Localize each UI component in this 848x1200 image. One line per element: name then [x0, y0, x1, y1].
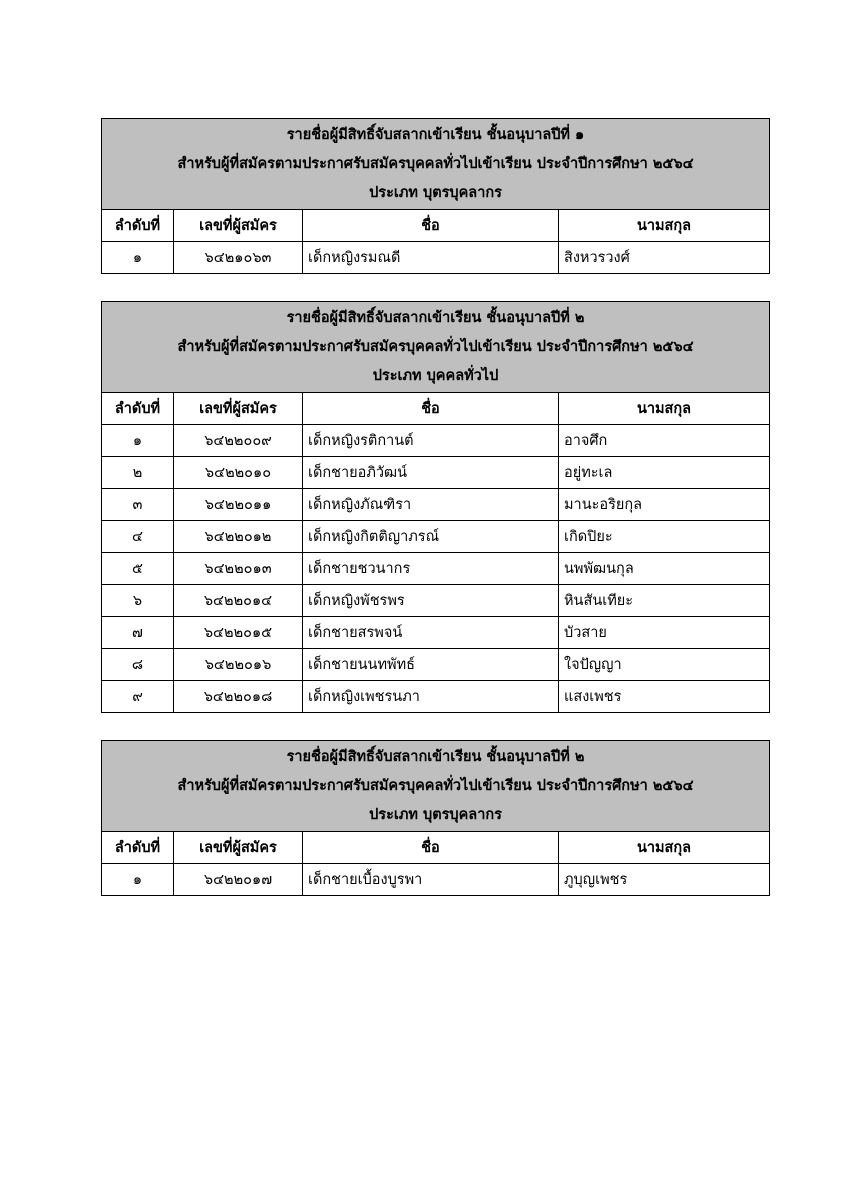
applicant-table-kindergarten-1-staff-children [101, 118, 770, 274]
cell-first-name: เด็กชายชวนากร [303, 553, 559, 585]
column-header-row [102, 393, 770, 425]
cell-applicant-number: ๖๔๒๒๐๐๙ [174, 425, 303, 457]
cell-last-name: อยู่ทะเล [559, 457, 770, 489]
table-title [102, 741, 770, 832]
cell-applicant-number: ๖๔๒๒๐๑๗ [174, 864, 303, 896]
table-row [102, 585, 770, 617]
column-header-order: ลำดับที่ [102, 393, 174, 425]
table-title [102, 119, 770, 210]
column-header-last-name: นามสกุล [559, 832, 770, 864]
cell-last-name: นพพัฒนกุล [559, 553, 770, 585]
title-line-heading: รายชื่อผู้มีสิทธิ์จับสลากเข้าเรียน ชั้นอนุบาลปีที่ ๒ [286, 309, 585, 326]
column-header-first-name: ชื่อ [303, 393, 559, 425]
cell-applicant-number: ๖๔๒๒๐๑๕ [174, 617, 303, 649]
title-line-category: ประเภท บุตรบุคลากร [369, 806, 502, 823]
column-header-row [102, 210, 770, 242]
cell-last-name: บัวสาย [559, 617, 770, 649]
cell-last-name: สิงหวรวงศ์ [559, 242, 770, 274]
cell-first-name: เด็กหญิงรมณดี [303, 242, 559, 274]
column-header-applicant-number: เลขที่ผู้สมัคร [174, 832, 303, 864]
cell-first-name: เด็กหญิงกิตติญาภรณ์ [303, 521, 559, 553]
table-row [102, 457, 770, 489]
table-row [102, 617, 770, 649]
column-header-first-name: ชื่อ [303, 832, 559, 864]
cell-applicant-number: ๖๔๒๒๐๑๑ [174, 489, 303, 521]
cell-order: ๖ [102, 585, 174, 617]
cell-applicant-number: ๖๔๒๑๐๖๓ [174, 242, 303, 274]
title-line-category: ประเภท บุคคลทั่วไป [372, 367, 499, 384]
cell-first-name: เด็กหญิงภัณฑิรา [303, 489, 559, 521]
cell-last-name: หินสันเทียะ [559, 585, 770, 617]
cell-order: ๑ [102, 242, 174, 274]
cell-first-name: เด็กหญิงพัชรพร [303, 585, 559, 617]
column-header-last-name: นามสกุล [559, 393, 770, 425]
cell-last-name: แสงเพชร [559, 681, 770, 713]
table-row [102, 425, 770, 457]
column-header-order: ลำดับที่ [102, 832, 174, 864]
column-header-applicant-number: เลขที่ผู้สมัคร [174, 393, 303, 425]
table-row [102, 521, 770, 553]
cell-last-name: ใจปัญญา [559, 649, 770, 681]
cell-applicant-number: ๖๔๒๒๐๑๒ [174, 521, 303, 553]
cell-last-name: เกิดปิยะ [559, 521, 770, 553]
applicant-table-kindergarten-2-staff-children [101, 740, 770, 896]
cell-first-name: เด็กหญิงรติกานต์ [303, 425, 559, 457]
title-line-category: ประเภท บุตรบุคลากร [369, 184, 502, 201]
cell-first-name: เด็กชายเบื้องบูรพา [303, 864, 559, 896]
title-line-announcement: สำหรับผู้ที่สมัครตามประกาศรับสมัครบุคคลทั่วไปเข้าเรียน ประจำปีการศึกษา ๒๕๖๔ [177, 777, 694, 794]
title-line-heading: รายชื่อผู้มีสิทธิ์จับสลากเข้าเรียน ชั้นอนุบาลปีที่ ๒ [286, 748, 585, 765]
cell-last-name: มานะอริยกุล [559, 489, 770, 521]
cell-order: ๗ [102, 617, 174, 649]
title-line-announcement: สำหรับผู้ที่สมัครตามประกาศรับสมัครบุคคลทั่วไปเข้าเรียน ประจำปีการศึกษา ๒๕๖๔ [177, 155, 694, 172]
table-title-row [102, 741, 770, 832]
cell-order: ๓ [102, 489, 174, 521]
cell-order: ๑ [102, 425, 174, 457]
applicant-table-kindergarten-2-general [101, 301, 770, 713]
column-header-row [102, 832, 770, 864]
cell-order: ๘ [102, 649, 174, 681]
cell-order: ๑ [102, 864, 174, 896]
column-header-applicant-number: เลขที่ผู้สมัคร [174, 210, 303, 242]
cell-last-name: ภูบุญเพชร [559, 864, 770, 896]
cell-first-name: เด็กหญิงเพชรนภา [303, 681, 559, 713]
table-title [102, 302, 770, 393]
cell-first-name: เด็กชายอภิวัฒน์ [303, 457, 559, 489]
table-row [102, 681, 770, 713]
table-row [102, 242, 770, 274]
cell-order: ๔ [102, 521, 174, 553]
table-title-row [102, 302, 770, 393]
cell-first-name: เด็กชายนนทพัทธ์ [303, 649, 559, 681]
cell-first-name: เด็กชายสรพจน์ [303, 617, 559, 649]
title-line-announcement: สำหรับผู้ที่สมัครตามประกาศรับสมัครบุคคลทั่วไปเข้าเรียน ประจำปีการศึกษา ๒๕๖๔ [177, 338, 694, 355]
table-title-row [102, 119, 770, 210]
cell-applicant-number: ๖๔๒๒๐๑๐ [174, 457, 303, 489]
cell-applicant-number: ๖๔๒๒๐๑๘ [174, 681, 303, 713]
table-row [102, 553, 770, 585]
cell-order: ๙ [102, 681, 174, 713]
cell-applicant-number: ๖๔๒๒๐๑๖ [174, 649, 303, 681]
cell-last-name: อาจศึก [559, 425, 770, 457]
column-header-first-name: ชื่อ [303, 210, 559, 242]
table-row [102, 864, 770, 896]
table-row [102, 489, 770, 521]
table-row [102, 649, 770, 681]
cell-order: ๕ [102, 553, 174, 585]
cell-applicant-number: ๖๔๒๒๐๑๓ [174, 553, 303, 585]
column-header-order: ลำดับที่ [102, 210, 174, 242]
column-header-last-name: นามสกุล [559, 210, 770, 242]
cell-applicant-number: ๖๔๒๒๐๑๔ [174, 585, 303, 617]
title-line-heading: รายชื่อผู้มีสิทธิ์จับสลากเข้าเรียน ชั้นอนุบาลปีที่ ๑ [286, 126, 585, 143]
cell-order: ๒ [102, 457, 174, 489]
